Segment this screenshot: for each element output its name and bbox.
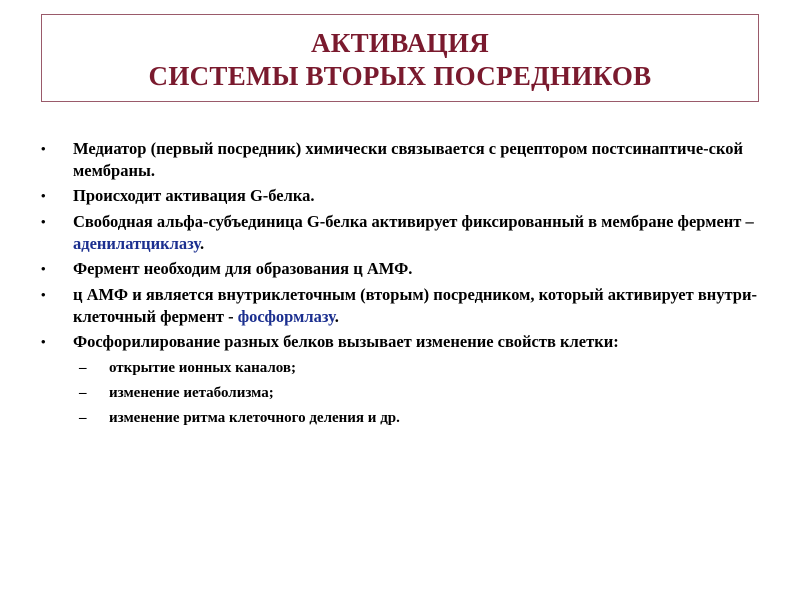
sub-item-text: изменение ритма клеточного деления и др. (109, 410, 400, 427)
sub-item-text: открытие ионных каналов; (109, 360, 297, 377)
sub-list (36, 356, 776, 431)
bullet-text-end: . (200, 233, 205, 253)
bullet-icon: • (41, 333, 46, 349)
sub-item-cell-division (36, 406, 776, 431)
bullet-item-alpha-subunit (36, 211, 776, 255)
dash-icon: – (79, 360, 87, 377)
bullet-icon: • (41, 286, 46, 302)
term-adenylate-cyclase: аденилатциклазу (73, 233, 201, 253)
slide-title-line-1: АКТИВАЦИЯ (310, 28, 490, 58)
bullet-text: Медиатор (первый посредник) химически связывается с рецептором постсинаптиче-ской мембраны. (73, 139, 744, 180)
bullet-icon: • (41, 261, 46, 277)
dash-icon: – (79, 410, 87, 427)
bullet-item-phosphorylation (36, 331, 776, 353)
bullet-item-enzyme (36, 258, 776, 280)
bullet-list (36, 138, 776, 431)
slide-title-line-2: СИСТЕМЫ ВТОРЫХ ПОСРЕДНИКОВ (148, 61, 652, 91)
bullet-icon: • (41, 141, 46, 156)
bullet-icon: • (41, 213, 46, 229)
sub-item-ion-channels (36, 356, 776, 381)
term-phosphorylase: фосформлазу (237, 306, 335, 326)
bullet-icon: • (41, 188, 46, 204)
bullet-text: Происходит активация G-белка. (73, 186, 315, 206)
bullet-text: Свободная альфа-субъединица G-белка активирует фиксированный в мембране фермент – (73, 211, 754, 231)
bullet-text: ц АМФ и является внутриклеточным (вторым) посредником, который активирует внутри-клеточный фермент - (73, 284, 757, 326)
dash-icon: – (79, 385, 87, 402)
bullet-text: Фермент необходим для образования ц АМФ. (73, 259, 413, 279)
sub-item-text: изменение иетаболизма; (109, 385, 274, 402)
bullet-item-g-protein (36, 185, 776, 207)
bullet-item-mediator (36, 138, 776, 182)
bullet-text: Фосфорилирование разных белков вызывает изменение свойств клетки: (73, 331, 619, 351)
bullet-text-end: . (334, 306, 339, 326)
sub-item-metabolism (36, 381, 776, 406)
title-box (41, 14, 759, 102)
bullet-item-camp (36, 284, 776, 328)
